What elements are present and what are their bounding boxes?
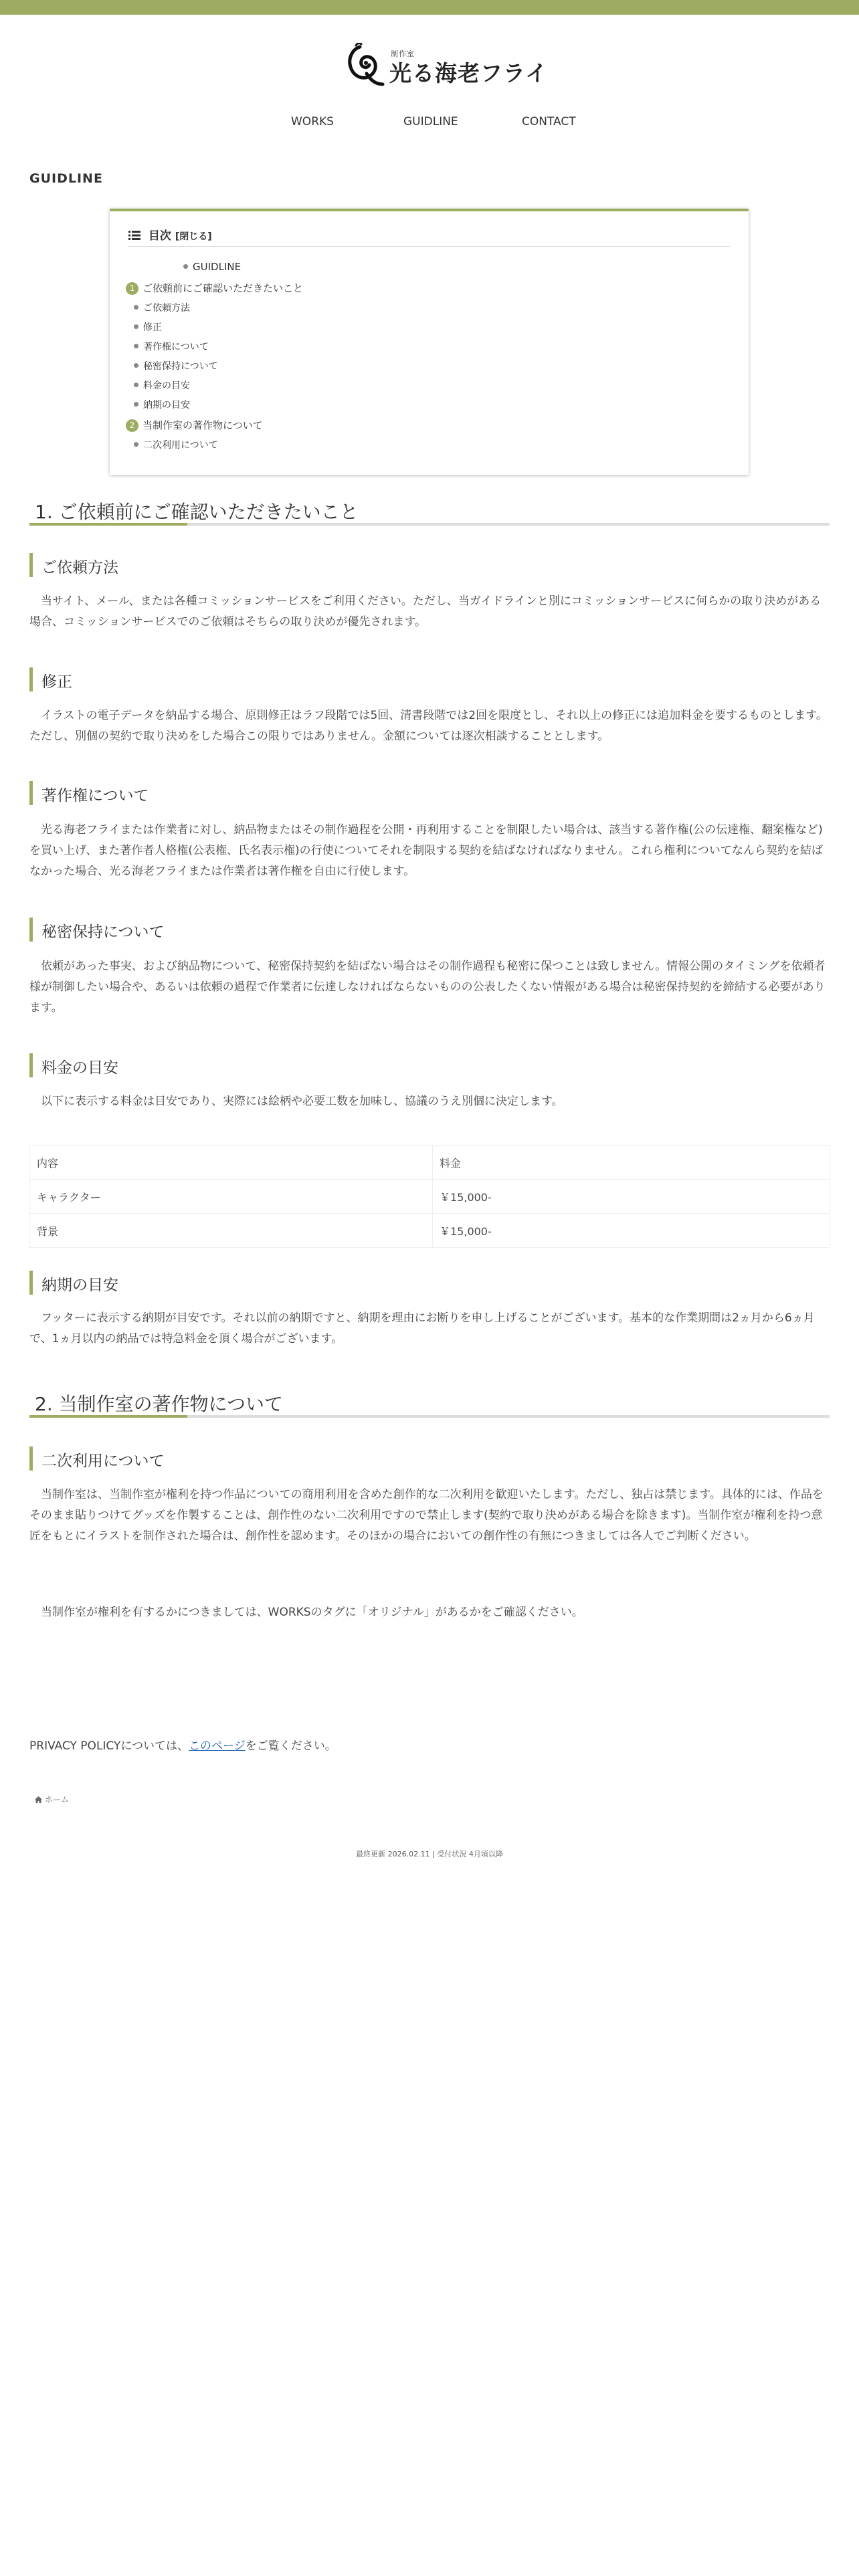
heading-text: 修正 [41,673,72,691]
toc-item-label: 修正 [143,322,162,333]
table-cell: 内容 [30,1146,433,1180]
logo-subtitle: 制作室 [391,49,415,58]
section-heading-2 [29,1386,830,1418]
breadcrumb [35,1794,69,1805]
list-icon [128,231,140,240]
page-title: GUIDLINE [29,171,103,186]
subheading-delivery [29,1271,118,1295]
table-cell: 背景 [30,1214,433,1248]
nav-contact[interactable]: CONTACT [522,115,576,128]
toc-item-label: 納期の目安 [143,400,190,411]
toc-item-section-1[interactable] [126,281,303,295]
toc-item-copyright[interactable] [134,340,209,353]
site-logo[interactable] [347,33,549,103]
bullet-icon [134,324,138,329]
reuse-paragraph-1: 当制作室は、当制作室が権利を持つ作品についての商用利用を含めた創作的な二次利用を歓迎いたします。ただし、独占は禁じます。具体的には、作品をそのまま貼りつけてグッズを作製することは、創作性のない二次利用ですので禁止します(契約で取り決めがある場合を除きます)。当制作室が権利を持つ意匠をもとにイラストを制作された場合は、創作性を認めます。そのほかの場合においての創作性の有無につきましては各人でご判断ください。 [29,1488,824,1543]
price-table [29,1145,830,1248]
toc-divider [128,246,730,247]
price-paragraph: 以下に表示する料金は目安であり、実際には絵柄や必要工数を加味し、協議のうえ別個に決定します。 [41,1095,563,1108]
section-heading-1 [29,494,830,526]
toc-item-label: 著作権について [143,342,209,352]
breadcrumb-home[interactable]: ホーム [45,1795,70,1804]
bullet-icon [183,264,188,269]
toc-number-badge: 1 [126,282,138,295]
logo-title: 光る海老フライ [389,60,549,86]
main-nav [0,115,859,131]
order-paragraph: 当サイト、メール、または各種コミッションサービスをご利用ください。ただし、当ガイドラインと別にコミッションサービスに何らかの取り決めがある場合、コミッションサービスでのご依頼はそちらの取り決めが優先されます。 [29,595,822,629]
toc-item-label: 当制作室の著作物について [142,419,263,431]
toc-item-section-2[interactable] [126,418,263,432]
heading-text: 著作権について [41,787,149,804]
bullet-icon [134,383,138,387]
heading-text: 2. 当制作室の著作物について [35,1393,284,1415]
toc-toggle[interactable]: [閉じる] [175,231,212,242]
copyright-paragraph: 光る海老フライまたは作業者に対し、納品物またはその制作過程を公開・再利用することを制限したい場合は、該当する著作権(公の伝達権、翻案権など)を買い上げ、また著作者人格権(公表権、氏名表示権)の行使についてそれを制限する契約を結ばなければなりません。これら権利についてなんら契約を結ばなかった場合、光る海老フライまたは作業者は著作権を自由に行使します。 [29,823,823,878]
toc-item-price[interactable] [134,379,190,392]
toc-title: 目次 [148,229,171,243]
bullet-icon [134,402,138,407]
table-of-contents [110,209,749,475]
toc-number-badge: 2 [126,419,138,432]
subheading-copyright [29,781,149,805]
subheading-fix [29,667,72,691]
toc-item-label: ご依頼前にご確認いただきたいこと [142,282,304,294]
delivery-paragraph: フッターに表示する納期が目安です。それ以前の納期ですと、納期を理由にお断りを申し上げることがございます。基本的な作業期間は2ヵ月から6ヵ月で、1ヵ月以内の納品では特急料金を頂く場合がございます。 [29,1311,815,1346]
bullet-icon [134,363,138,368]
top-accent-bar [0,0,859,15]
heading-text: 二次利用について [41,1453,165,1470]
heading-accent [29,1415,187,1418]
privacy-link[interactable]: このページ [189,1739,246,1753]
table-row [30,1180,830,1214]
toc-item-order[interactable] [134,301,190,314]
subheading-price [29,1053,118,1077]
bullet-icon [134,305,138,310]
secret-paragraph: 依頼があった事実、および納品物について、秘密保持契約を結ばない場合はその制作過程も秘密に保つことは致しません。情報公開のタイミングを依頼者様が制御したい場合や、あるいは依頼の過程で作業者に伝達しなければならないものの公表したくない情報がある場合は秘密保持契約を締結する必要があります。 [29,960,826,1014]
bullet-icon [134,344,138,348]
reuse-paragraph-2: 当制作室が権利を有するかにつきましては、WORKSのタグに「オリジナル」があるかをご確認ください。 [41,1606,583,1619]
subheading-order [29,553,118,577]
subheading-secret [29,918,165,942]
toc-item-secret[interactable] [134,359,218,372]
toc-item-reuse[interactable] [134,438,218,451]
table-row [30,1214,830,1248]
privacy-suffix: をご覧ください。 [245,1739,337,1753]
toc-item-label: ご依頼方法 [143,303,190,314]
table-header-row [30,1146,830,1180]
fix-paragraph: イラストの電子データを納品する場合、原則修正はラフ段階では5回、清書段階では2回を限度とし、それ以上の修正には追加料金を要するものとします。ただし、別個の契約で取り決めをした場合この限りではありません。金額については逐次相談することとします。 [29,709,828,743]
heading-text: 秘密保持について [41,924,165,941]
table-cell: 料金 [433,1146,830,1180]
privacy-notice [29,1736,337,1753]
home-icon [35,1796,42,1803]
toc-item-fix[interactable] [134,320,162,334]
toc-header [128,226,212,243]
table-cell: ￥15,000- [433,1214,830,1248]
site-footer: 最終更新 2026.02.11 | 受付状況 4月頃以降 [356,1850,503,1858]
nav-works[interactable]: WORKS [291,115,334,128]
toc-item-delivery[interactable] [134,398,190,411]
toc-item-guidline[interactable] [183,261,241,273]
table-cell: ￥15,000- [433,1180,830,1214]
toc-item-label: 料金の目安 [143,381,190,391]
table-cell: キャラクター [30,1180,433,1214]
heading-text: ご依頼方法 [41,559,118,576]
shrimp-logo-icon [347,43,385,96]
toc-item-label: 秘密保持について [143,361,218,372]
heading-text: 1. ご依頼前にご確認いただきたいこと [35,501,359,523]
bullet-icon [134,442,138,447]
toc-item-label: GUIDLINE [193,261,242,273]
privacy-prefix: PRIVACY POLICYについては、 [29,1739,189,1753]
nav-guidline[interactable]: GUIDLINE [403,115,458,128]
heading-text: 料金の目安 [41,1059,118,1077]
site-header [0,15,859,88]
subheading-reuse [29,1446,165,1471]
heading-accent [29,523,187,526]
heading-text: 納期の目安 [41,1277,118,1294]
toc-item-label: 二次利用について [143,440,218,451]
